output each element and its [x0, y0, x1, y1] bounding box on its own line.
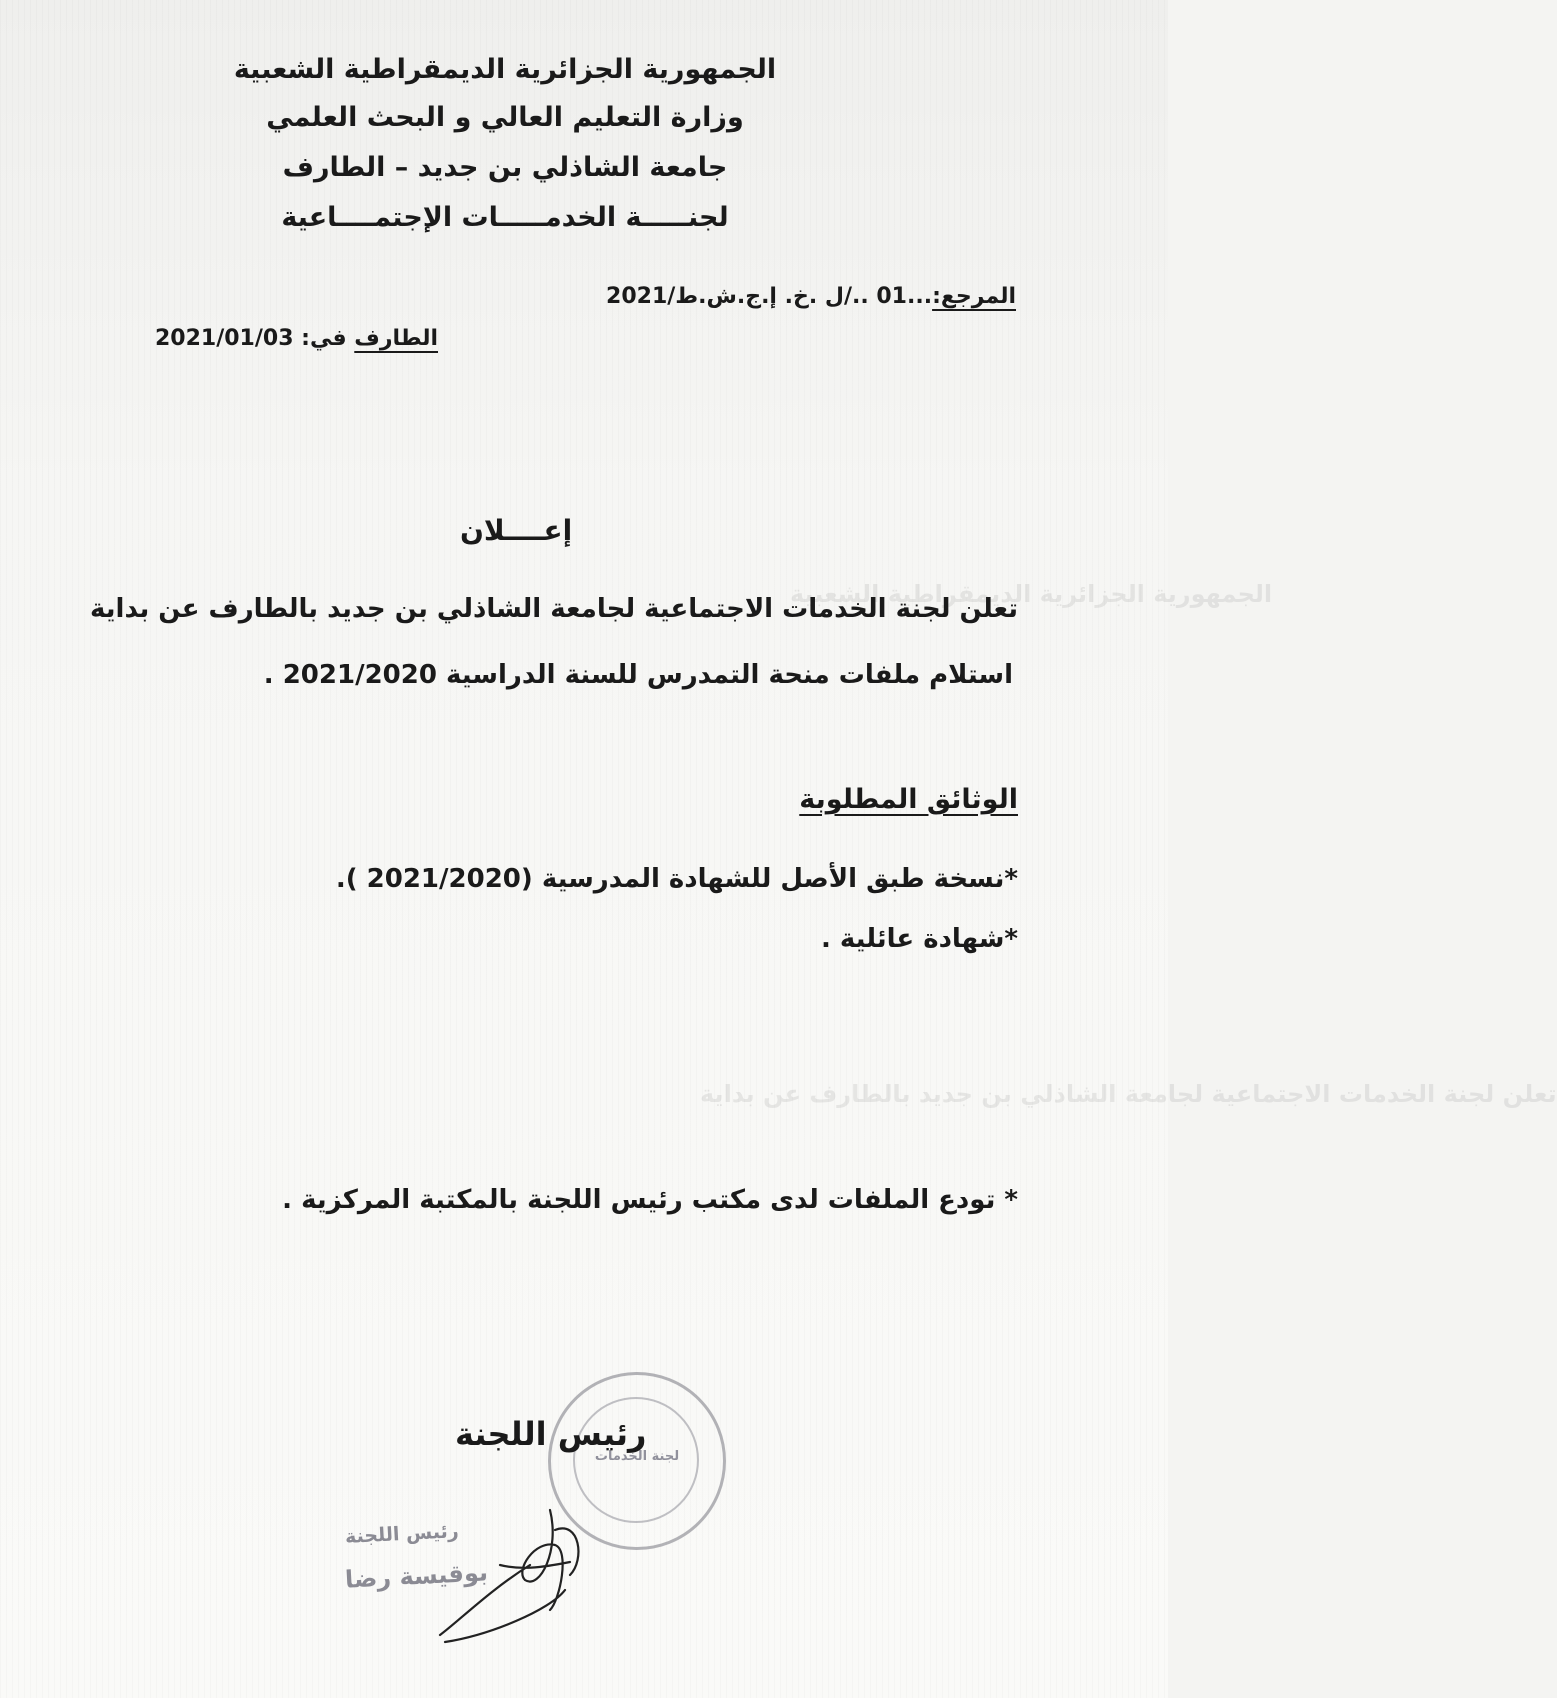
date-value: 2021/01/03 [154, 326, 294, 351]
reference-label: المرجع: [932, 284, 1016, 309]
header-committee: لجنـــــة الخدمـــــات الإجتمــــاعية [281, 202, 729, 233]
document-item-1: *نسخة طبق الأصل للشهادة المدرسية (2021/2020 ). [335, 864, 1018, 894]
announcement-line-2: استلام ملفات منحة التمدرس للسنة الدراسية 2021/2020 . [263, 660, 1013, 690]
signatory-name: بوقيسة رضا [344, 1558, 489, 1594]
bleed-through-body: تعلن لجنة الخدمات الاجتماعية لجامعة الشاذلي بن جديد بالطارف عن بداية [700, 1080, 1557, 1108]
reference-value: ...01 ../ل .خ. إ.ج.ش.ط/2021 [606, 284, 933, 309]
header-republic: الجمهورية الجزائرية الديمقراطية الشعبية [233, 54, 777, 85]
announcement-title: إعــــلان [460, 514, 573, 547]
bleed-through-header: الجمهورية الجزائرية الديمقراطية الشعبية [790, 580, 1273, 608]
date-place-label: الطارف [354, 326, 438, 351]
header-university: جامعة الشاذلي بن جديد – الطارف [282, 152, 728, 183]
reference-line [606, 284, 1016, 309]
stamp-text: لجنة الخدمات [594, 1449, 680, 1464]
announcement-line-1: تعلن لجنة الخدمات الاجتماعية لجامعة الشاذلي بن جديد بالطارف عن بداية [90, 594, 1018, 624]
deposit-note: * تودع الملفات لدى مكتب رئيس اللجنة بالمكتبة المركزية . [282, 1185, 1018, 1215]
signatory-role: رئيس اللجنة [344, 1520, 460, 1548]
documents-heading: الوثائق المطلوبة [799, 784, 1018, 815]
date-in-label: في: [293, 326, 355, 351]
handwritten-signature [430, 1470, 670, 1650]
date-line [155, 326, 438, 351]
header-ministry: وزارة التعليم العالي و البحث العلمي [266, 102, 744, 133]
signature-title: رئيس اللجنة [455, 1415, 647, 1453]
document-item-2: *شهادة عائلية . [820, 924, 1018, 954]
